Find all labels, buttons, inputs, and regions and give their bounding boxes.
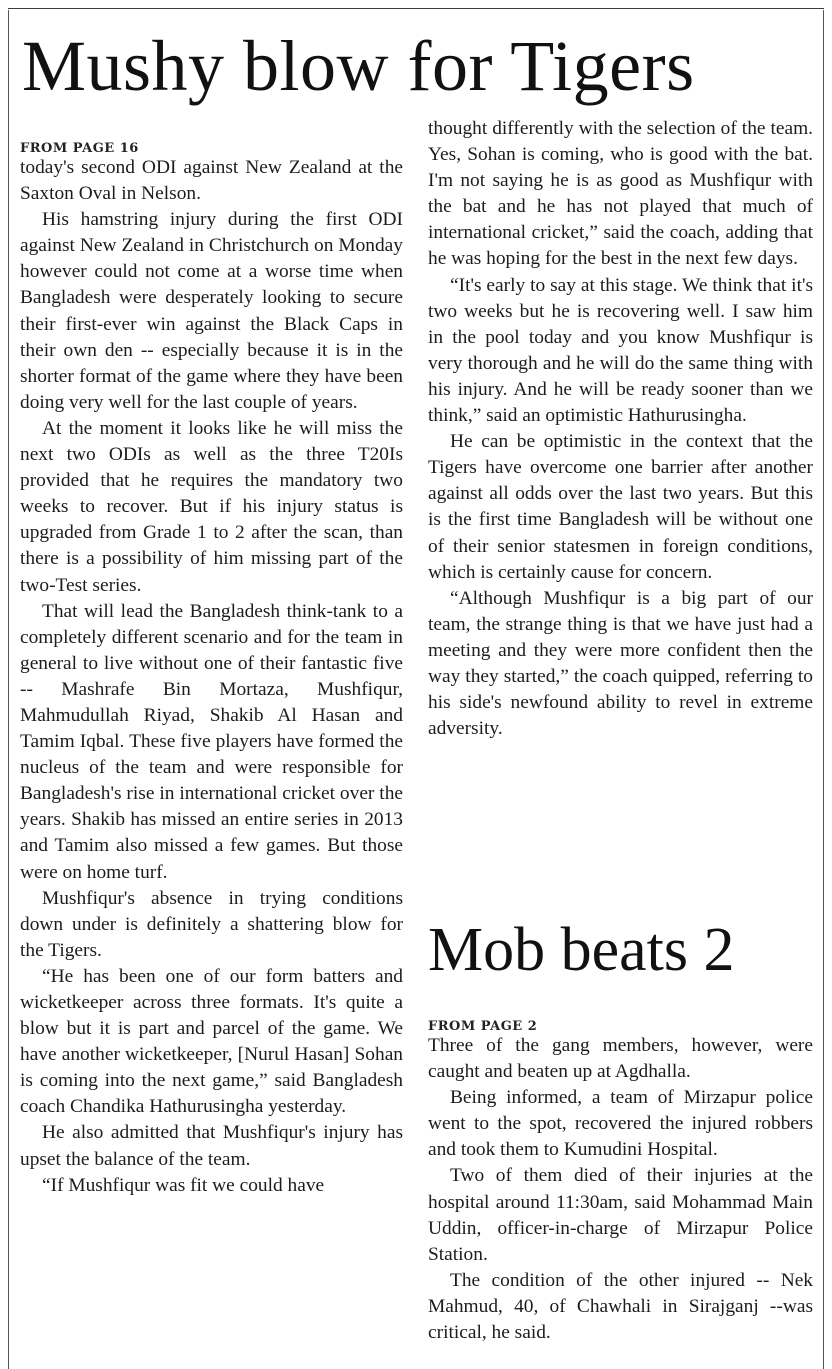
second-article-kicker: FROM PAGE 2: [428, 1019, 538, 1034]
paragraph: “If Mushfiqur was fit we could have: [42, 1174, 325, 1196]
main-article-column-1: [20, 140, 403, 1199]
paragraph: “Although Mushfiqur is a big part of our team, the strange thing is that we have just had a meeting and they were more confident then the way they started,” the coach quipped, referring to his side's newfound ability to revel in extreme adversity.: [428, 587, 813, 740]
paragraph: Three of the gang members, however, were caught and beaten up at Agdhalla.: [428, 1035, 813, 1083]
paragraph: Mushfiqur's absence in trying conditions down under is definitely a shattering blow for the Tigers.: [20, 887, 403, 961]
second-article-column: [428, 1018, 813, 1346]
paragraph: The condition of the other injured -- Nek Mahmud, 40, of Chawhali in Sirajganj --was critical, he said.: [428, 1269, 813, 1344]
paragraph: Being informed, a team of Mirzapur police went to the spot, recovered the injured robbers and took them to Kumudini Hospital.: [428, 1087, 813, 1161]
paragraph: today's second ODI against New Zealand at the Saxton Oval in Nelson.: [20, 157, 403, 205]
main-headline: Mushy blow for Tigers: [22, 26, 695, 106]
paragraph: Two of them died of their injuries at the hospital around 11:30am, said Mohammad Main Uddin, officer-in-charge of Mirzapur Police Station.: [428, 1165, 813, 1265]
paragraph: He can be optimistic in the context that the Tigers have overcome one barrier after another against all odds over the last two years. But this is the first time Bangladesh will be without one of their senior statesmen in foreign conditions, which is certainly cause for concern.: [428, 431, 813, 583]
paragraph: He also admitted that Mushfiqur's injury has upset the balance of the team.: [20, 1122, 403, 1170]
paragraph: “It's early to say at this stage. We think that it's two weeks but he is recovering well. I saw him in the pool today and you know Mushfiqur is very thorough and he will do the same thing with his injury. And he will be ready sooner than we think,” said an optimistic Hathurusingha.: [428, 274, 813, 427]
left-border-rule: [8, 10, 9, 1369]
paragraph: At the moment it looks like he will miss the next two ODIs as well as the three T20Is provided that he requires the mandatory two weeks to recover. But if his injury status is upgraded from Grade 1 to 2 after the scan, than there is a possibility of him missing part of the two-Test series.: [20, 417, 403, 596]
top-rule: [8, 8, 824, 9]
second-headline: Mob beats 2: [428, 916, 735, 984]
paragraph: “He has been one of our form batters and wicketkeeper across three formats. It's quite a blow but it is part and parcel of the game. We have another wicketkeeper, [Nurul Hasan] Sohan is coming into the next game,” said Bangladesh coach Chandika Hathurusingha yesterday.: [20, 965, 403, 1118]
main-article-kicker: FROM PAGE 16: [20, 141, 139, 156]
paragraph: His hamstring injury during the first ODI against New Zealand in Christchurch on Monday however could not come at a worse time when Bangladesh were desperately looking to secure their first-ever win against the Black Caps in their own den -- especially because it is in the shorter format of the game where they have been doing very well for the last couple of years.: [20, 209, 403, 413]
paragraph: thought differently with the selection of the team. Yes, Sohan is coming, who is good with the bat. I'm not saying he is as good as Mushfiqur with the bat and he has not played that much of international cricket,” said the coach, adding that he was hoping for the best in the next few days.: [428, 118, 813, 270]
main-article-column-2: [428, 116, 813, 742]
right-border-rule: [823, 10, 824, 1369]
paragraph: That will lead the Bangladesh think-tank to a completely different scenario and for the team in general to live without one of their fantastic five -- Mashrafe Bin Mortaza, Mushfiqur, Mahmudullah Riyad, Shakib Al Hasan and Tamim Iqbal. These five players have formed the nucleus of the team and were responsible for Bangladesh's rise in international cricket over the years. Shakib has missed an entire series in 2013 and Tamim also missed a few games. But those were on home turf.: [20, 600, 403, 883]
